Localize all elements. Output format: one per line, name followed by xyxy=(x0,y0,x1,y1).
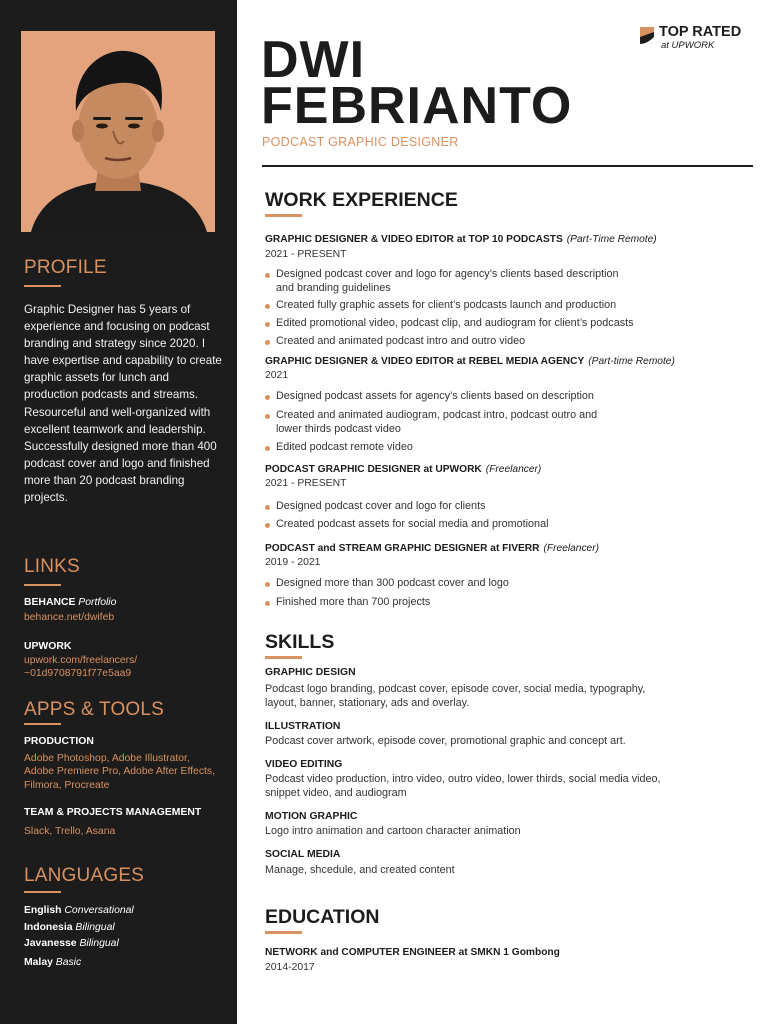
job-bullet: Edited podcast remote video xyxy=(265,441,685,455)
job-period-4: 2019 - 2021 xyxy=(265,557,321,568)
production-tools-line-1: Adobe Photoshop, Adobe Illustrator, xyxy=(24,753,190,764)
languages-heading-rule xyxy=(24,891,61,893)
education-school: NETWORK and COMPUTER ENGINEER at SMKN 1 Gombong xyxy=(265,947,560,958)
job-title-3: PODCAST GRAPHIC DESIGNER at UPWORK (Freelancer) xyxy=(265,464,542,475)
job-bullet: Designed podcast cover and logo for clients xyxy=(265,500,685,514)
shield-icon xyxy=(640,27,654,44)
team-tools: Slack, Trello, Asana xyxy=(24,826,116,837)
skill-text: Manage, shcedule, and created content xyxy=(265,864,455,876)
production-tools-line-3: Filmora, Procreate xyxy=(24,779,110,791)
behance-note: Portfolio xyxy=(78,597,117,608)
upwork-label: UPWORK xyxy=(24,641,72,652)
skill-name: GRAPHIC DESIGN xyxy=(265,667,356,678)
upwork-link[interactable] xyxy=(24,654,234,681)
work-heading-rule xyxy=(265,214,302,217)
skill-text: Podcast logo branding, podcast cover, episode cover, social media, typography, layout, banner, stationary, ads and overlay. xyxy=(265,683,646,709)
job-bullet: Designed podcast cover and logo for agency’s clients based description and branding guidelines xyxy=(265,268,685,295)
behance-link[interactable]: behance.net/dwifeb xyxy=(24,612,115,623)
badge-subtitle: at UPWORK xyxy=(661,40,715,51)
skills-heading: SKILLS xyxy=(265,631,335,653)
job-bullet: Edited promotional video, podcast clip, and audiogram for client’s podcasts xyxy=(265,317,685,331)
skill-text: Podcast video production, intro video, outro video, lower thirds, social media video, snippet video, and audiogram xyxy=(265,773,661,799)
links-heading-rule xyxy=(24,584,61,586)
job-bullet: Designed podcast assets for agency’s clients based on description xyxy=(265,390,685,404)
job-bullet: Created and animated audiogram, podcast intro, podcast outro and lower thirds podcast video xyxy=(265,409,685,436)
job-bullet: Created fully graphic assets for client’s podcasts launch and production xyxy=(265,299,685,313)
language-item: English Conversational xyxy=(24,905,134,916)
skill-name: ILLUSTRATION xyxy=(265,721,341,732)
skills-heading-rule xyxy=(265,656,302,659)
languages-heading: LANGUAGES xyxy=(24,865,145,886)
production-tools xyxy=(24,752,234,792)
header-divider xyxy=(262,165,753,167)
sidebar xyxy=(0,0,237,1024)
links-heading: LINKS xyxy=(24,556,80,577)
job-bullet: Designed more than 300 podcast cover and logo xyxy=(265,577,685,591)
profile-heading: PROFILE xyxy=(24,257,107,278)
job-title-1: GRAPHIC DESIGNER & VIDEO EDITOR at TOP 10 PODCASTS (Part-Time Remote) xyxy=(265,234,657,245)
skill-name: MOTION GRAPHIC xyxy=(265,811,358,822)
skill-name: SOCIAL MEDIA xyxy=(265,849,341,860)
work-heading: WORK EXPERIENCE xyxy=(265,189,458,211)
first-name: DWI xyxy=(261,31,366,89)
apps-heading: APPS & TOOLS xyxy=(24,699,165,720)
badge-title: TOP RATED xyxy=(659,24,742,40)
skill-text: Logo intro animation and cartoon character animation xyxy=(265,825,521,837)
upwork-link-line-1[interactable]: upwork.com/freelancers/ xyxy=(24,655,138,666)
education-heading: EDUCATION xyxy=(265,906,380,928)
education-heading-rule xyxy=(265,931,302,934)
job-period-3: 2021 - PRESENT xyxy=(265,478,347,489)
language-item: Indonesia Bilingual xyxy=(24,922,115,933)
apps-heading-rule xyxy=(24,723,61,725)
language-item: Malay Basic xyxy=(24,957,82,968)
job-title-2: GRAPHIC DESIGNER & VIDEO EDITOR at REBEL MEDIA AGENCY (Part-time Remote) xyxy=(265,356,675,367)
job-title: PODCAST GRAPHIC DESIGNER xyxy=(262,135,459,149)
job-period-1: 2021 - PRESENT xyxy=(265,249,347,260)
profile-heading-rule xyxy=(24,285,61,287)
education-period: 2014-2017 xyxy=(265,962,315,973)
skill-name: VIDEO EDITING xyxy=(265,759,343,770)
job-title-4: PODCAST and STREAM GRAPHIC DESIGNER at FIVERR (Freelancer) xyxy=(265,543,600,554)
production-tools-line-2: Adobe Premiere Pro, Adobe After Effects, xyxy=(24,766,215,778)
job-period-2: 2021 xyxy=(265,370,289,381)
skill-text: Podcast cover artwork, episode cover, promotional graphic and concept art. xyxy=(265,735,626,747)
behance-label: BEHANCE Portfolio xyxy=(24,597,117,608)
job-bullet: Created podcast assets for social media and promotional xyxy=(265,518,685,532)
team-label: TEAM & PROJECTS MANAGEMENT xyxy=(24,807,202,818)
production-label: PRODUCTION xyxy=(24,736,94,747)
job-bullet: Finished more than 700 projects xyxy=(265,596,685,610)
upwork-link-line-2[interactable]: ~01d9708791f77e5aa9 xyxy=(24,668,132,680)
job-bullet: Created and animated podcast intro and outro video xyxy=(265,335,685,349)
profile-photo xyxy=(21,31,215,232)
profile-text: Graphic Designer has 5 years of experience and focusing on podcast branding and strategy since 2020. I have expertise and capability to create graphic assets for lunch and production podcasts and streams. Resourceful and well-organized with excellent teamwork and leadership. Successfully designed more than 400 podcast cover and logo and finished more than 20 podcast branding projects. xyxy=(24,303,222,505)
last-name: FEBRIANTO xyxy=(261,77,573,135)
language-item: Javanesse Bilingual xyxy=(24,938,119,949)
